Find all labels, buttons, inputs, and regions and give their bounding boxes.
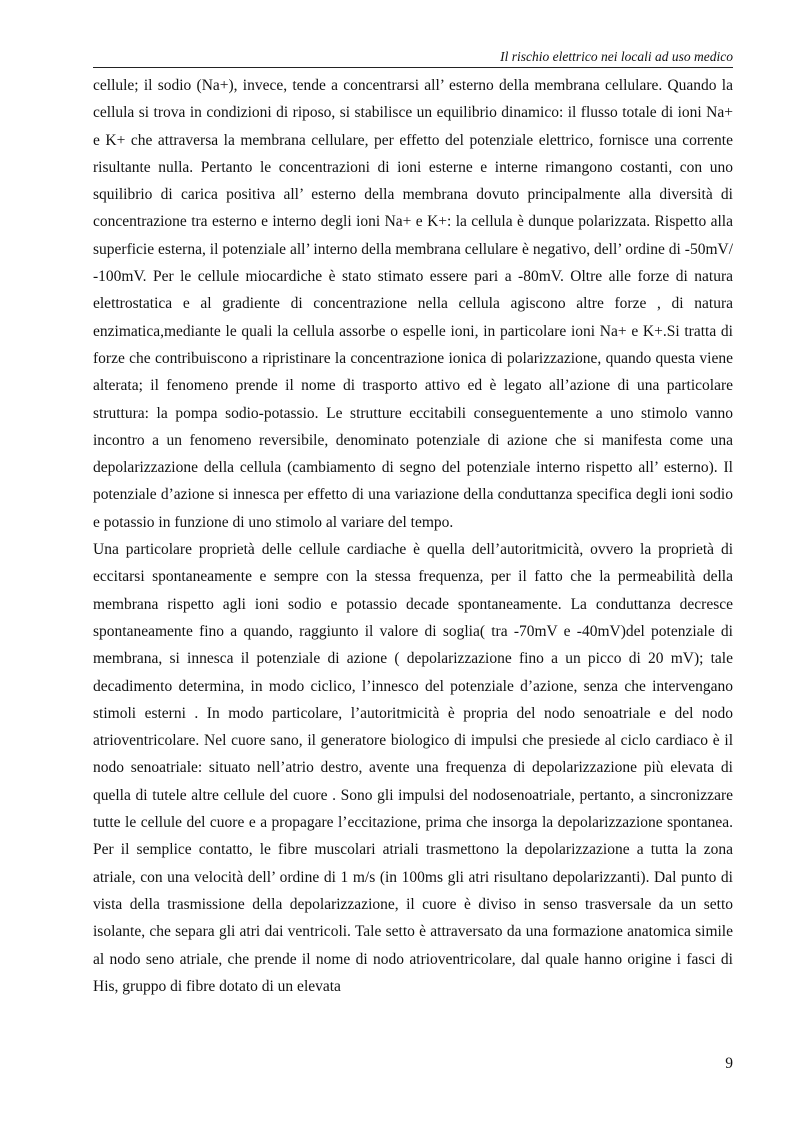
- body-text: [93, 72, 733, 1000]
- header-rule: [93, 67, 733, 68]
- paragraph-1: cellule; il sodio (Na+), invece, tende a concentrarsi all’ esterno della membrana cellulare. Quando la cellula si trova in condizioni di riposo, si stabilisce un equilibrio dinamico: il flusso totale di ioni Na+ e K+ che attraversa la membrana cellulare, per effetto del potenziale elettrico, fornisce una corrente risultante nulla. Pertanto le concentrazioni di ioni esterne e interne rimangono costanti, con uno squilibrio di carica positiva all’ esterno della membrana dovuto principalmente alla diversità di concentrazione tra esterno e interno degli ioni Na+ e K+: la cellula è dunque polarizzata. Rispetto alla superficie esterna, il potenziale all’ interno della membrana cellulare è negativo, dell’ ordine di -50mV/ -100mV. Per le cellule miocardiche è stato stimato essere pari a -80mV. Oltre alle forze di natura elettrostatica e al gradiente di concentrazione nella cellula agiscono altre forze , di natura enzimatica,mediante le quali la cellula assorbe o espelle ioni, in particolare ioni Na+ e K+.Si tratta di forze che contribuiscono a ripristinare la concentrazione ionica di polarizzazione, quando questa viene alterata; il fenomeno prende il nome di trasporto attivo ed è legato all’azione di una particolare struttura: la pompa sodio-potassio. Le strutture eccitabili conseguentemente a uno stimolo vanno incontro a un fenomeno reversibile, denominato potenziale di azione che si manifesta come una depolarizzazione della cellula (cambiamento di segno del potenziale interno rispetto all’ esterno). Il potenziale d’azione si innesca per effetto di una variazione della conduttanza specifica degli ioni sodio e potassio in funzione di uno stimolo al variare del tempo.: [93, 77, 733, 531]
- paragraph-2: Una particolare proprietà delle cellule cardiache è quella dell’autoritmicità, ovvero la proprietà di eccitarsi spontaneamente e sempre con la stessa frequenza, per il fatto che la permeabilità della membrana rispetto agli ioni sodio e potassio decade spontaneamente. La conduttanza decresce spontaneamente fino a quando, raggiunto il valore di soglia( tra -70mV e -40mV)del potenziale di membrana, si innesca il potenziale di azione ( depolarizzazione fino a un picco di 20 mV); tale decadimento determina, in modo ciclico, l’innesco del potenziale d’azione, senza che intervengano stimoli esterni . In modo particolare, l’autoritmicità è propria del nodo senoatriale e del nodo atrioventricolare. Nel cuore sano, il generatore biologico di impulsi che presiede al ciclo cardiaco è il nodo senoatriale: situato nell’atrio destro, avente una frequenza di depolarizzazione più elevata di quella di tutele altre cellule del cuore . Sono gli impulsi del nodosenoatriale, pertanto, a sincronizzare tutte le cellule del cuore e a propagare l’eccitazione, prima che insorga la depolarizzazione spontanea. Per il semplice contatto, le fibre muscolari atriali trasmettono la depolarizzazione a tutta la zona atriale, con una velocità dell’ ordine di 1 m/s (in 100ms gli atri risultano depolarizzanti). Dal punto di vista della trasmissione della depolarizzazione, il cuore è diviso in senso trasversale da un setto isolante, che separa gli atri dai ventricoli. Tale setto è attraversato da una formazione anatomica simile al nodo seno atriale, che prende il nome di nodo atrioventricolare, dal quale hanno origine i fasci di His, gruppo di fibre dotato di un elevata: [93, 541, 733, 995]
- running-header: Il rischio elettrico nei locali ad uso medico: [500, 49, 733, 64]
- page-number: 9: [725, 1055, 733, 1072]
